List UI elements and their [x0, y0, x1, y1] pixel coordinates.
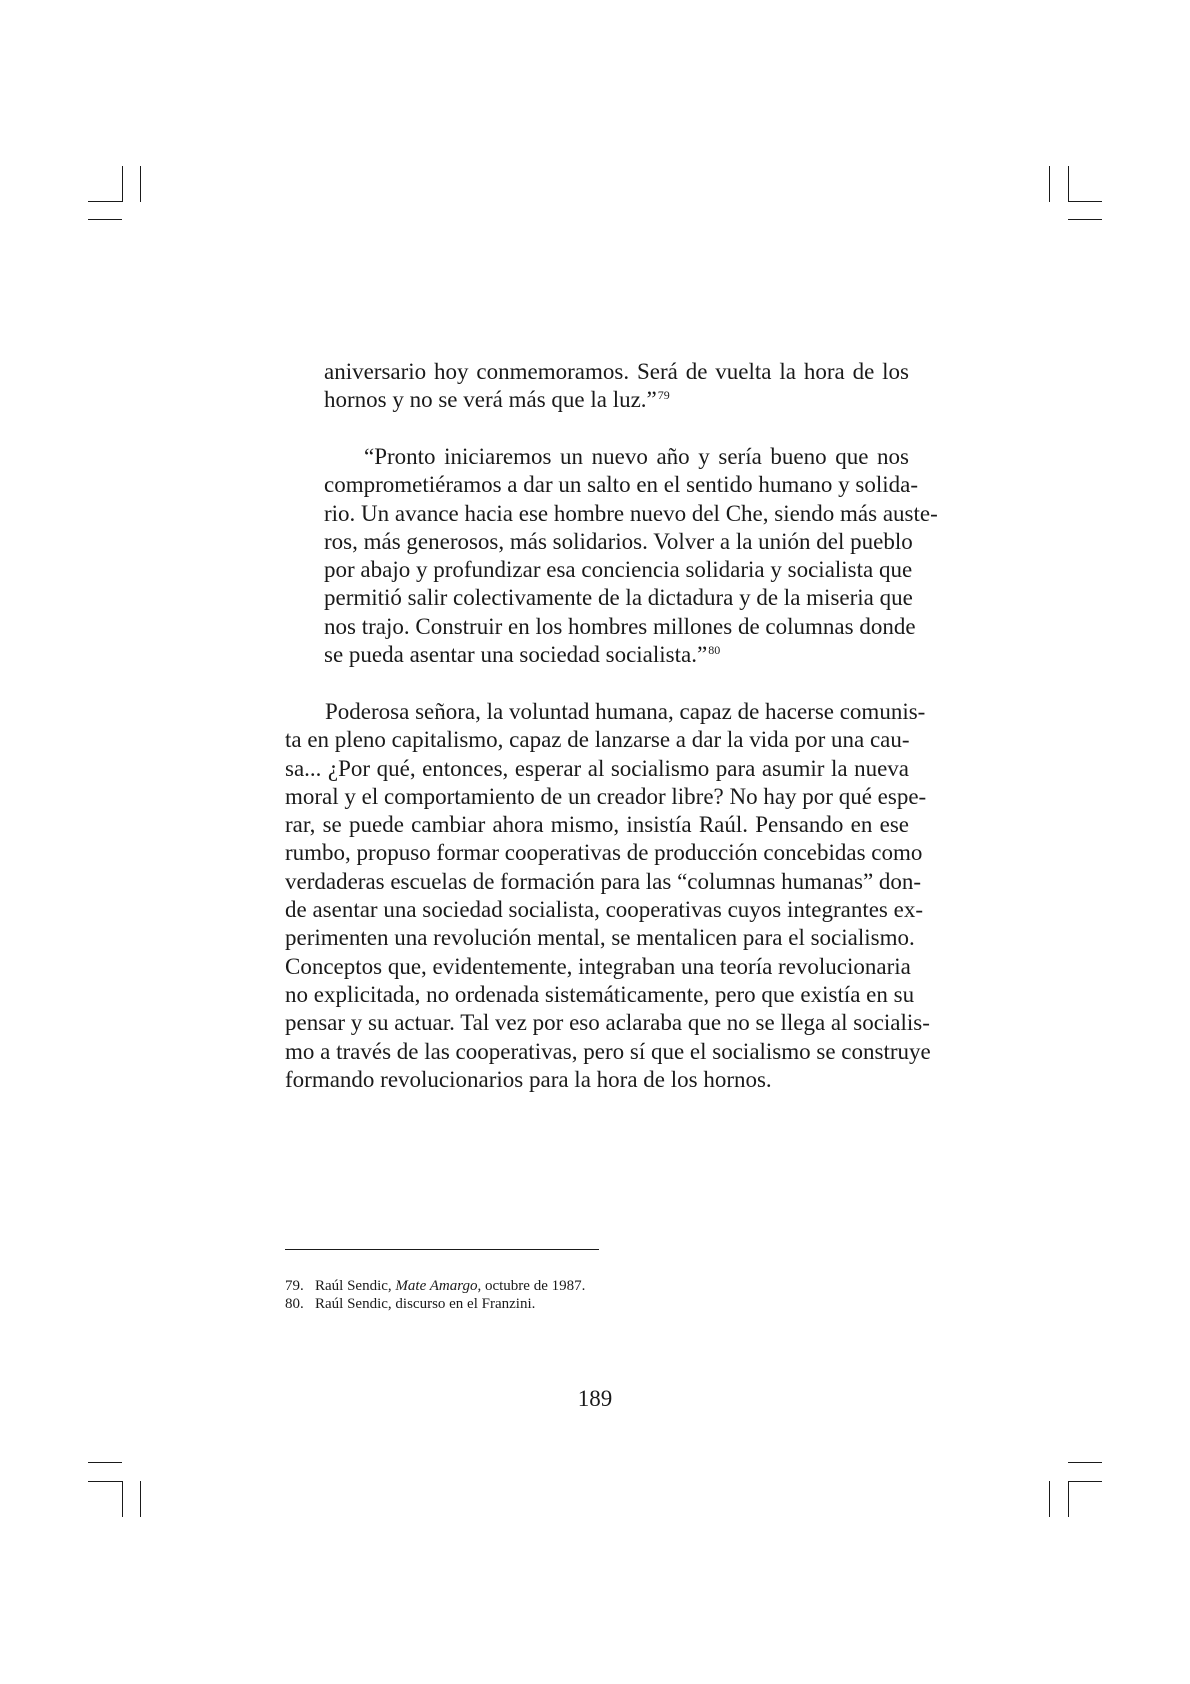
text-line-content: se pueda asentar una sociedad socialista.” — [324, 642, 708, 668]
footnote-number: 80. — [285, 1296, 304, 1312]
text-line: no explicitada, no ordenada sistemáticamente, pero que existía en su — [285, 981, 915, 1007]
footnote-reference: 80 — [708, 643, 721, 658]
text-line — [324, 386, 909, 414]
quote-block-continuation — [324, 358, 909, 415]
text-line: rar, se puede cambiar ahora mismo, insistía Raúl. Pensando en ese — [285, 812, 909, 838]
footnote-80 — [285, 1295, 905, 1313]
text-line: rumbo, propuso formar cooperativas de producción concebidas como — [285, 840, 923, 866]
text-line: rio. Un avance hacia ese hombre nuevo del Che, siendo más auste- — [324, 500, 938, 526]
footnote-number: 79. — [285, 1278, 304, 1294]
text-line: perimenten una revolución mental, se mentalicen para el socialismo. — [285, 925, 915, 951]
text-line: de asentar una sociedad socialista, cooperativas cuyos integrantes ex- — [285, 897, 924, 923]
text-line: verdaderas escuelas de formación para las “columnas humanas” don- — [285, 868, 922, 894]
text-line: Conceptos que, evidentemente, integraban una teoría revolucionaria — [285, 953, 911, 979]
text-line: Poderosa señora, la voluntad humana, capaz de hacerse comunis- — [325, 699, 926, 724]
footnote-separator — [285, 1249, 599, 1250]
footnote-text: , octubre de 1987. — [477, 1278, 586, 1294]
text-line: “Pronto iniciaremos un nuevo año y sería bueno que nos — [364, 444, 909, 469]
text-line: permitió salir colectivamente de la dictadura y de la miseria que — [324, 585, 913, 611]
body-paragraph — [285, 698, 931, 1094]
footnotes — [285, 1277, 905, 1313]
text-line: mo a través de las cooperativas, pero sí que el socialismo se construye — [285, 1038, 931, 1064]
text-line: aniversario hoy conmemoramos. Será de vuelta la hora de los — [324, 359, 909, 384]
page-number: 189 — [577, 1386, 613, 1411]
footnote-text: Raúl Sendic, discurso en el Franzini. — [315, 1296, 536, 1312]
footnote-79 — [285, 1277, 905, 1295]
text-line: sa... ¿Por qué, entonces, esperar al socialismo para asumir la nueva — [285, 755, 909, 781]
text-line: pensar y su actuar. Tal vez por eso aclaraba que no se llega al socialis- — [285, 1010, 930, 1036]
footnote-italic-title: Mate Amargo — [395, 1278, 478, 1294]
quote-block — [324, 443, 938, 669]
footnote-text: Raúl Sendic, — [315, 1278, 396, 1294]
text-line-content: hornos y no se verá más que la luz.” — [324, 387, 657, 413]
text-line — [324, 641, 909, 669]
footnote-reference: 79 — [657, 388, 670, 403]
text-line: nos trajo. Construir en los hombres millones de columnas donde — [324, 613, 916, 639]
text-line: comprometiéramos a dar un salto en el sentido humano y solida- — [324, 472, 919, 498]
text-line: formando revolucionarios para la hora de los hornos. — [285, 1066, 772, 1092]
text-line: por abajo y profundizar esa conciencia solidaria y socialista que — [324, 557, 913, 583]
text-line: ros, más generosos, más solidarios. Volver a la unión del pueblo — [324, 528, 913, 554]
text-line: moral y el comportamiento de un creador libre? No hay por qué espe- — [285, 783, 927, 809]
text-line: ta en pleno capitalismo, capaz de lanzarse a dar la vida por una cau- — [285, 727, 910, 753]
